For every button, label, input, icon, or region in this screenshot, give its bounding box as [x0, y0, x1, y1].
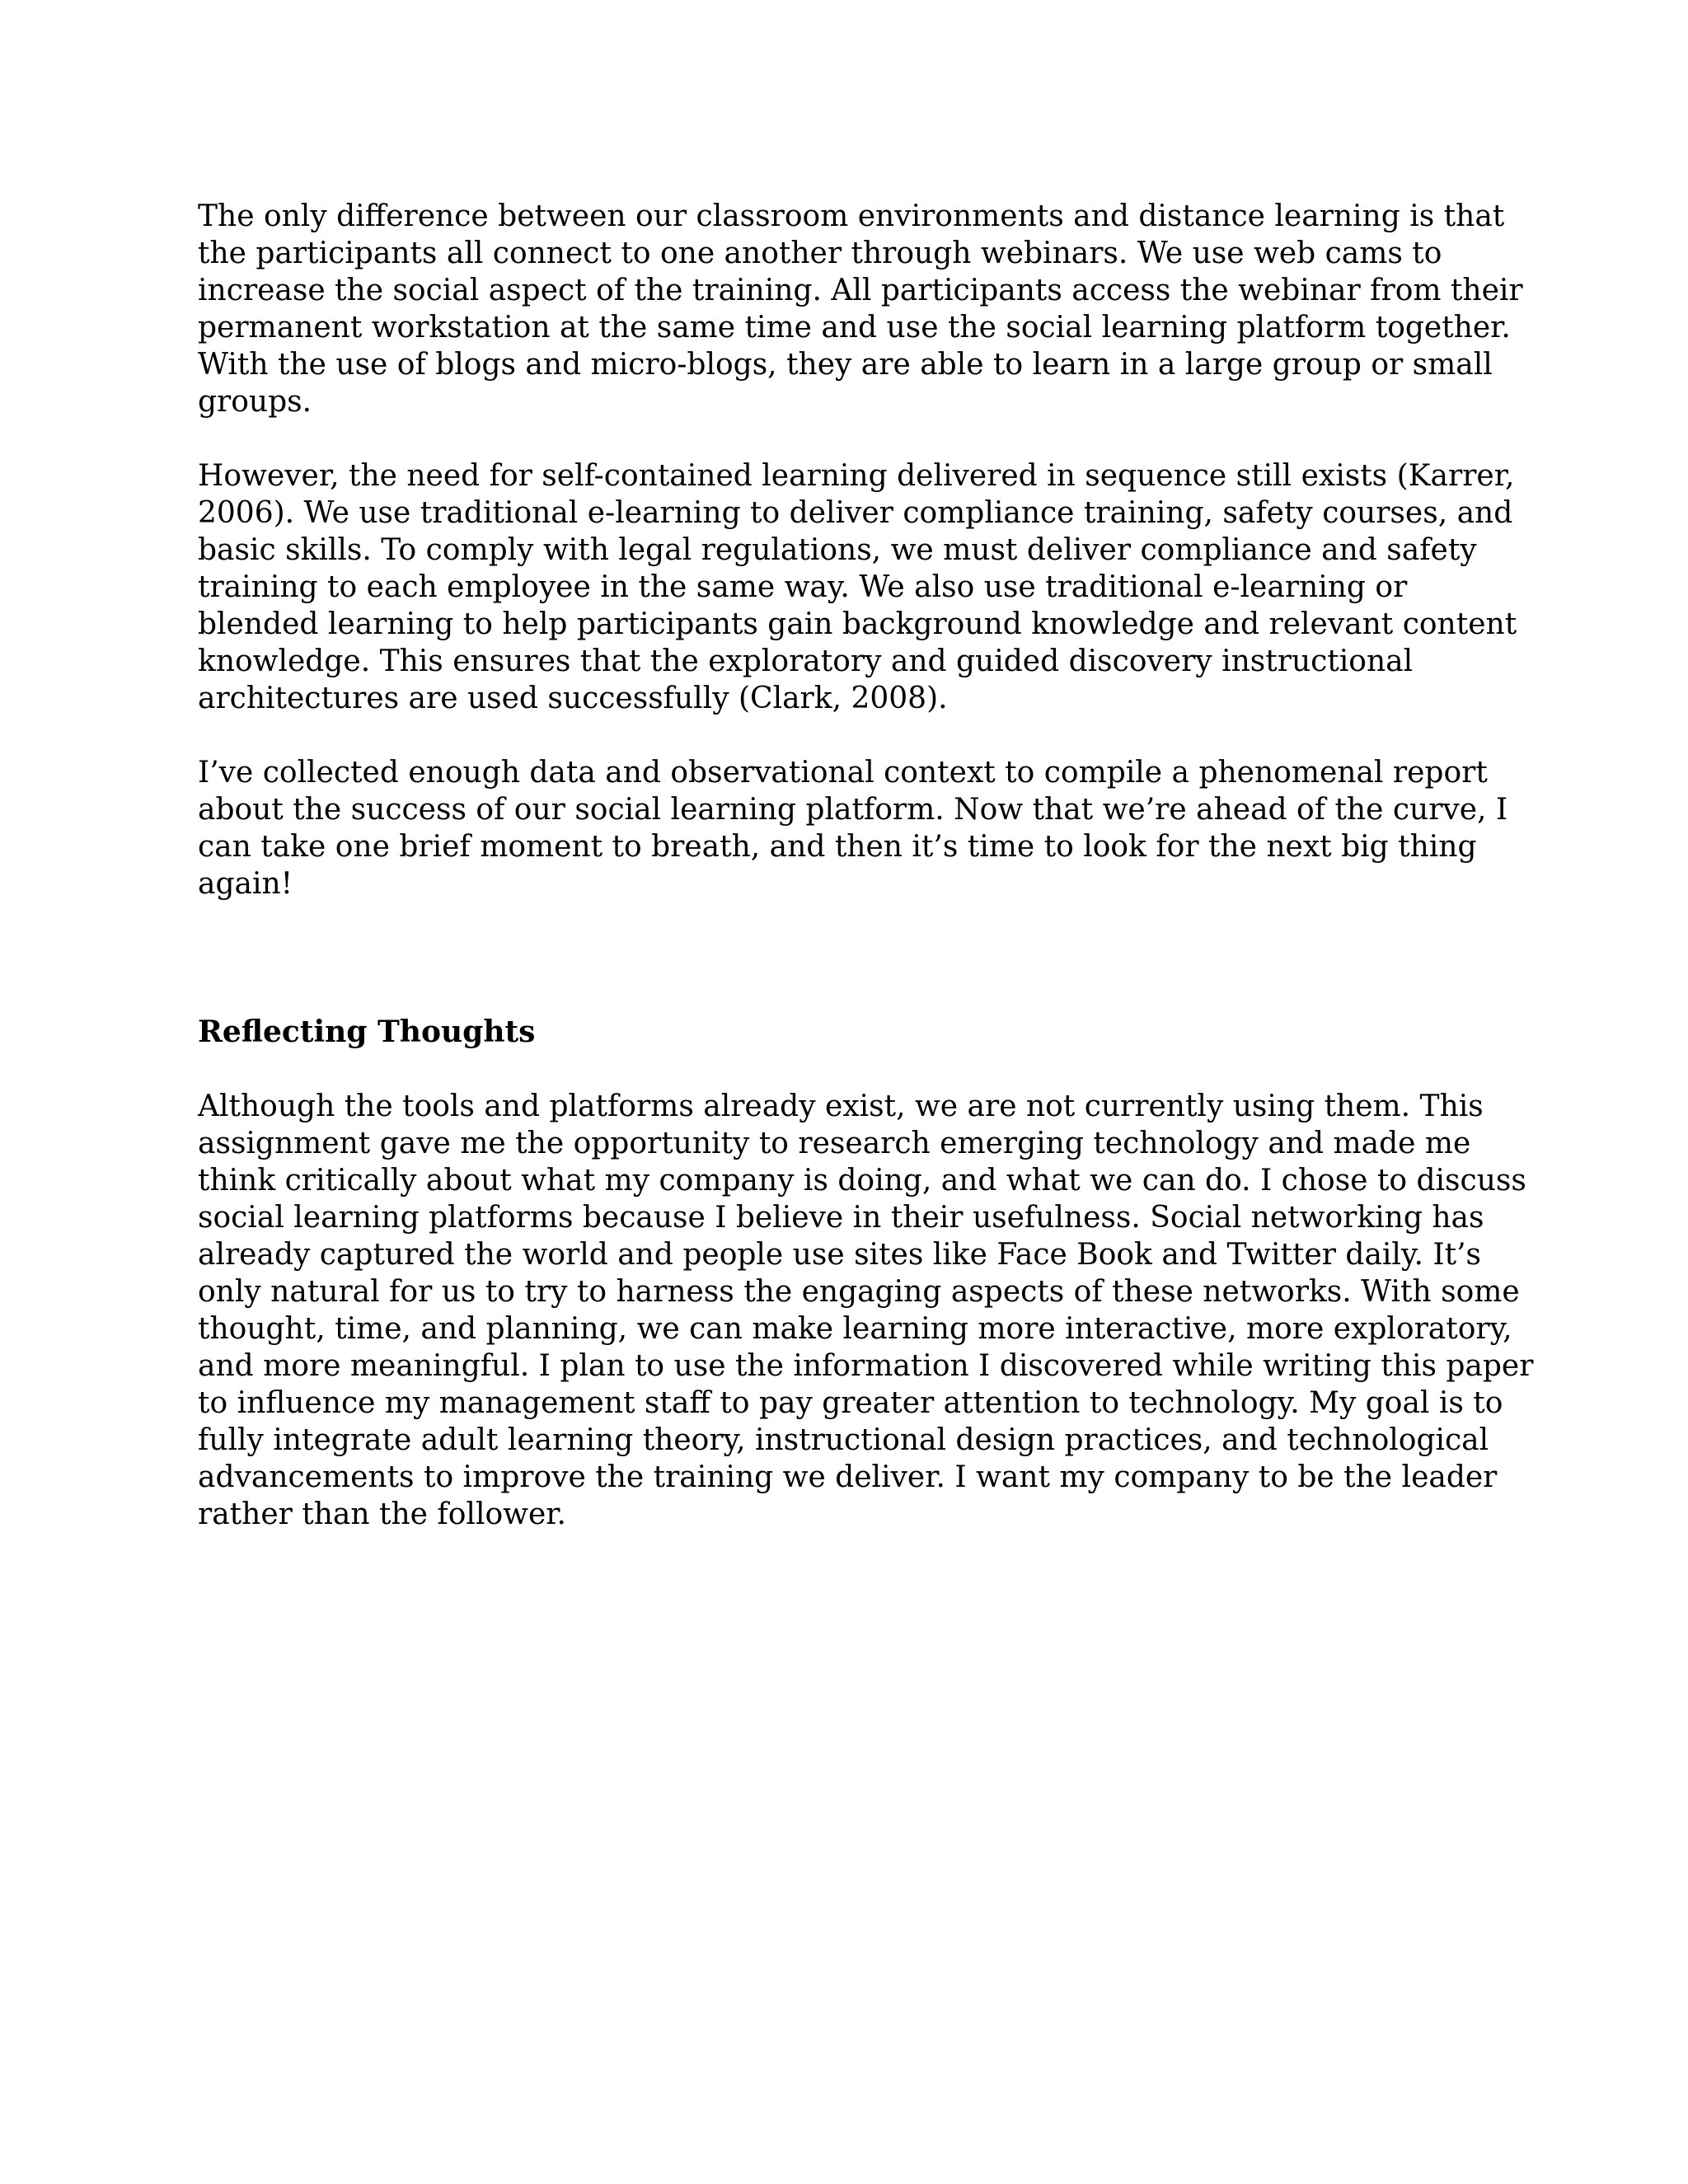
paragraph-spacer	[198, 420, 1508, 457]
text-line: and more meaningful. I plan to use the information I discovered while writing this paper	[198, 1349, 1534, 1383]
text-line: the participants all connect to one another through webinars. We use web cams to	[198, 237, 1442, 270]
paragraph-self-contained-learning	[198, 457, 1517, 717]
text-line: permanent workstation at the same time and use the social learning platform together.	[198, 311, 1511, 344]
text-line: With the use of blogs and micro-blogs, they are able to learn in a large group or small	[198, 348, 1493, 382]
section-heading: Reflecting Thoughts	[198, 1015, 536, 1049]
text-line: can take one brief moment to breath, and then it’s time to look for the next big thing	[198, 830, 1477, 864]
section-spacer	[198, 902, 1508, 1014]
paragraph-report	[198, 754, 1508, 902]
text-line: basic skills. To comply with legal regulations, we must deliver compliance and safety	[198, 533, 1477, 567]
text-line: However, the need for self-contained learning delivered in sequence still exists (Karrer,	[198, 459, 1515, 493]
text-line: to influence my management staff to pay greater attention to technology. My goal is to	[198, 1386, 1503, 1420]
text-line: assignment gave me the opportunity to research emerging technology and made me	[198, 1127, 1471, 1160]
text-line: knowledge. This ensures that the exploratory and guided discovery instructional	[198, 644, 1414, 678]
text-line: advancements to improve the training we deliver. I want my company to be the leader	[198, 1460, 1498, 1494]
text-line: Although the tools and platforms already exist, we are not currently using them. This	[198, 1090, 1484, 1123]
text-line: about the success of our social learning platform. Now that we’re ahead of the curve, I	[198, 793, 1508, 827]
text-line: 2006). We use traditional e-learning to deliver compliance training, safety courses, and	[198, 496, 1513, 530]
text-line: thought, time, and planning, we can make learning more interactive, more exploratory,	[198, 1312, 1512, 1346]
text-line: already captured the world and people use sites like Face Book and Twitter daily. It’s	[198, 1238, 1481, 1272]
text-line: only natural for us to try to harness the engaging aspects of these networks. With some	[198, 1275, 1520, 1309]
text-line: training to each employee in the same way. We also use traditional e-learning or	[198, 570, 1408, 604]
paragraph-distance-learning	[198, 198, 1523, 420]
text-line: architectures are used successfully (Clark, 2008).	[198, 682, 948, 715]
text-line: I’ve collected enough data and observational context to compile a phenomenal report	[198, 756, 1488, 790]
text-line: social learning platforms because I believe in their usefulness. Social networking has	[198, 1201, 1484, 1235]
paragraph-spacer	[198, 717, 1508, 754]
text-line: again!	[198, 867, 293, 901]
paragraph-spacer	[198, 1051, 1508, 1088]
text-line: blended learning to help participants gain background knowledge and relevant content	[198, 607, 1517, 641]
text-line: The only difference between our classroom environments and distance learning is that	[198, 199, 1505, 233]
document-body	[198, 198, 1534, 1533]
text-line: rather than the follower.	[198, 1497, 566, 1531]
text-line: think critically about what my company is doing, and what we can do. I chose to discuss	[198, 1164, 1526, 1197]
text-line: groups.	[198, 385, 312, 419]
paragraph-reflection	[198, 1088, 1534, 1533]
text-line: fully integrate adult learning theory, instructional design practices, and technological	[198, 1423, 1489, 1457]
text-line: increase the social aspect of the training. All participants access the webinar from their	[198, 274, 1523, 307]
